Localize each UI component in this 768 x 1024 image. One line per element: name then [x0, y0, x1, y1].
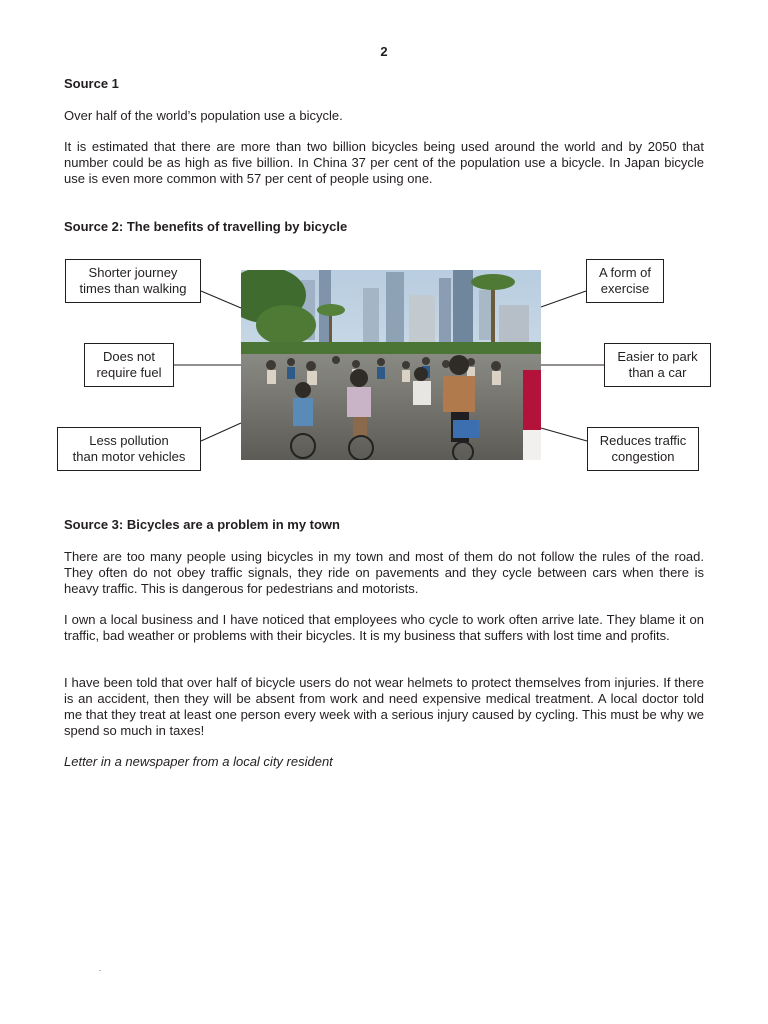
page-number: 2	[380, 44, 388, 59]
label-reduces-congestion: Reduces traffic congestion	[587, 427, 699, 471]
source3-caption: Letter in a newspaper from a local city resident	[64, 754, 333, 769]
scan-mark	[99, 970, 101, 971]
label-easier-park: Easier to park than a car	[604, 343, 711, 387]
source3-paragraph-1: There are too many people using bicycles in my town and most of them do not follow the rules of the road. They often do not obey traffic signals, they ride on pavements and they cycle between cars when there is heavy traffic. This is dangerous for pedestrians and motorists.	[64, 549, 704, 596]
source3-heading: Source 3: Bicycles are a problem in my town	[64, 517, 340, 532]
cyclists-street-photo	[241, 270, 541, 460]
source1-paragraph-1: Over half of the world’s population use a bicycle.	[64, 108, 343, 123]
label-shorter-journey: Shorter journey times than walking	[65, 259, 201, 303]
source1-paragraph-2: It is estimated that there are more than two billion bicycles being used around the world and by 2050 that number could be as high as five billion. In China 37 per cent of the population use a bicycle. In Japan bicycle use is even more common with 57 per cent of people using one.	[64, 139, 704, 186]
label-no-fuel: Does not require fuel	[84, 343, 174, 387]
source2-heading: Source 2: The benefits of travelling by bicycle	[64, 219, 348, 234]
source3-paragraph-3: I have been told that over half of bicycle users do not wear helmets to protect themselves from injuries. If there is an accident, then they will be absent from work and need expensive medical treatment. A local doctor told me that they treat at least one person every week with a serious injury caused by cycling. This must be why we spend so much in taxes!	[64, 675, 704, 738]
source3-paragraph-2: I own a local business and I have noticed that employees who cycle to work often arrive late. They blame it on traffic, bad weather or problems with their bicycles. It is my business that suffers with lost time and profits.	[64, 612, 704, 643]
label-exercise: A form of exercise	[586, 259, 664, 303]
source1-heading: Source 1	[64, 76, 119, 91]
label-less-pollution: Less pollution than motor vehicles	[57, 427, 201, 471]
